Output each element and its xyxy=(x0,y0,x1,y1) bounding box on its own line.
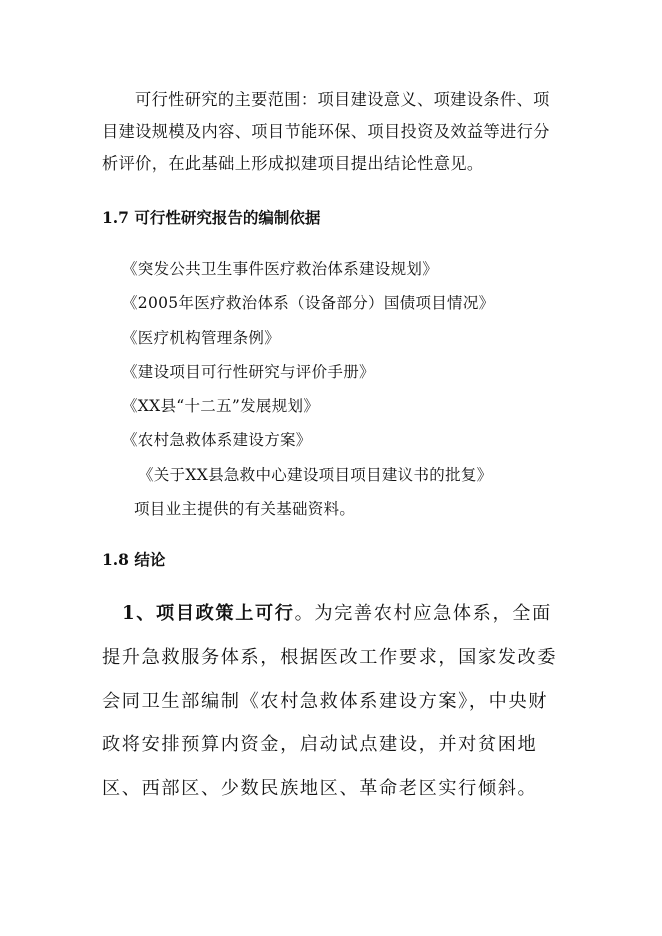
reference-item: 《关于XX县急救中心建设项目项目建议书的批复》 xyxy=(138,465,493,484)
conclusion-lead: 1、项目政策上可行 xyxy=(122,603,295,624)
intro-paragraph: 可行性研究的主要范围：项目建设意义、项建设条件、项目建设规模及内容、项目节能环保、项目投资及效益等进行分析评价，在此基础上形成拟建项目提出结论性意见。 xyxy=(102,90,550,173)
reference-item: 《突发公共卫生事件医疗救治体系建设规划》 xyxy=(122,260,439,278)
reference-item: 项目业主提供的有关基础资料。 xyxy=(134,500,356,519)
reference-item: 《2005年医疗救治体系（设备部分）国债项目情况》 xyxy=(122,294,495,313)
reference-item: 《XX县“十二五”发展规划》 xyxy=(122,397,320,416)
section-heading-1-8: 1.8 结论 xyxy=(102,550,166,569)
conclusion-paragraph xyxy=(102,592,558,811)
reference-item: 《农村急救体系建设方案》 xyxy=(122,431,312,450)
reference-list xyxy=(122,252,494,526)
reference-item: 《建设项目可行性研究与评价手册》 xyxy=(122,362,375,381)
conclusion-body: 。为完善农村应急体系，全面提升急救服务体系，根据医改工作要求，国家发改委会同卫生部编制《农村急救体系建设方案》，中央财政将安排预算内资金，启动试点建设，并对贫困地区、西部区、少数民族地区、革命老区实行倾斜。 xyxy=(102,603,558,800)
section-heading-1-7: 1.7 可行性研究报告的编制依据 xyxy=(102,208,321,227)
reference-item: 《医疗机构管理条例》 xyxy=(122,328,281,347)
